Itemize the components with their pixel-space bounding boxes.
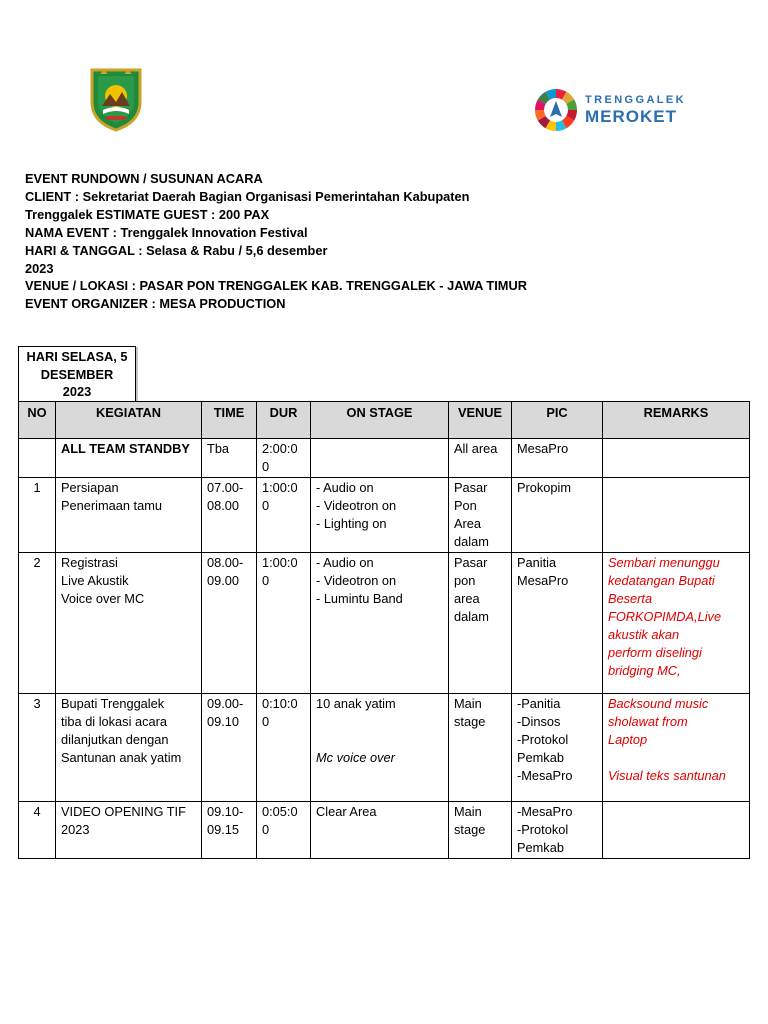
cell-no: 4 [19, 802, 56, 859]
cell-line: - Videotron on [316, 498, 397, 513]
col-header: VENUE [449, 402, 512, 439]
table-row [19, 802, 750, 859]
info-date-year: 2023 [25, 260, 54, 276]
cell-pic [512, 802, 603, 859]
cell-line: -Protokol [517, 822, 569, 837]
cell-line: MesaPro [517, 441, 569, 456]
cell-line: area [454, 591, 480, 606]
col-header: TIME [202, 402, 257, 439]
cell-line: Sembari menunggu [608, 555, 720, 570]
cell-line: dilanjutkan dengan [61, 732, 169, 747]
remarks-note: Visual teks santunan [608, 768, 726, 783]
cell-line: 08.00- [207, 555, 244, 570]
cell-on-stage [311, 694, 449, 802]
cell-line: Registrasi [61, 555, 118, 570]
brand-small-text: TRENGGALEK [585, 94, 686, 106]
cell-venue [449, 694, 512, 802]
cell-line: 1:00:0 [262, 480, 298, 495]
table-row [19, 694, 750, 802]
cell-no [19, 439, 56, 478]
cell-line: perform diselingi [608, 645, 702, 660]
cell-line: Pasar [454, 555, 488, 570]
cell-line: Voice over MC [61, 591, 145, 606]
cell-kegiatan [56, 439, 202, 478]
cell-line: akustik akan [608, 627, 680, 642]
cell-kegiatan [56, 553, 202, 694]
col-header: KEGIATAN [56, 402, 202, 439]
cell-line: 07.00- [207, 480, 244, 495]
cell-line: pon [454, 573, 476, 588]
cell-line: Main [454, 804, 482, 819]
cell-venue [449, 553, 512, 694]
cell-no: 3 [19, 694, 56, 802]
cell-line: 2:00:0 [262, 441, 298, 456]
cell-line: -Panitia [517, 696, 561, 711]
cell-remarks [603, 694, 750, 802]
on-stage-note: Mc voice over [316, 750, 395, 765]
table-header-row [19, 402, 750, 439]
cell-line: 10 anak yatim [316, 696, 396, 711]
table-row [19, 553, 750, 694]
cell-time [202, 553, 257, 694]
cell-line: 0 [262, 822, 270, 837]
cell-line: dalam [454, 534, 489, 549]
cell-line: 09.00- [207, 696, 244, 711]
info-venue: VENUE / LOKASI : PASAR PON TRENGGALEK KAB. TRENGGALEK - JAWA TIMUR [25, 278, 527, 294]
cell-line: 0 [262, 714, 270, 729]
info-client-cont: Trenggalek ESTIMATE GUEST : 200 PAX [25, 206, 270, 222]
cell-time [202, 478, 257, 553]
cell-line: Pasar [454, 480, 488, 495]
cell-line: 1:00:0 [262, 555, 298, 570]
cell-line: Prokopim [517, 480, 572, 495]
event-info [25, 170, 605, 313]
cell-pic [512, 439, 603, 478]
day-label-line3: 2023 [62, 384, 92, 399]
cell-line: Panitia [517, 555, 557, 570]
cell-dur [257, 478, 311, 553]
col-header: REMARKS [603, 402, 750, 439]
regency-emblem-logo [88, 66, 144, 132]
cell-line: dalam [454, 609, 489, 624]
cell-line: tiba di lokasi acara [61, 714, 167, 729]
info-event-name: NAMA EVENT : Trenggalek Innovation Festival [25, 224, 308, 240]
cell-line: bridging MC, [608, 663, 681, 678]
cell-line: All area [454, 441, 498, 456]
cell-line: Santunan anak yatim [61, 750, 182, 765]
cell-line: - Lighting on [316, 516, 387, 531]
cell-kegiatan [56, 478, 202, 553]
table-row [19, 439, 750, 478]
cell-dur [257, 694, 311, 802]
cell-line: - Audio on [316, 555, 374, 570]
cell-pic [512, 478, 603, 553]
table-body [19, 439, 750, 859]
cell-line: kedatangan Bupati [608, 573, 715, 588]
rundown-table [18, 401, 750, 859]
cell-line: - Videotron on [316, 573, 397, 588]
cell-on-stage [311, 439, 449, 478]
cell-venue [449, 478, 512, 553]
cell-venue [449, 802, 512, 859]
cell-line: 0 [262, 573, 270, 588]
cell-line: VIDEO OPENING TIF [61, 804, 186, 819]
cell-line: 09.10 [207, 714, 240, 729]
info-client: CLIENT : Sekretariat Daerah Bagian Organisasi Pemerintahan Kabupaten [25, 188, 470, 204]
cell-kegiatan [56, 694, 202, 802]
cell-on-stage [311, 478, 449, 553]
cell-line: -Protokol [517, 732, 569, 747]
cell-line: 2023 [61, 822, 90, 837]
cell-remarks [603, 439, 750, 478]
cell-line: 0 [262, 459, 270, 474]
cell-line: Main [454, 696, 482, 711]
cell-remarks [603, 802, 750, 859]
col-header: ON STAGE [311, 402, 449, 439]
cell-venue [449, 439, 512, 478]
colorful-wheel-icon [533, 87, 579, 133]
cell-time [202, 802, 257, 859]
cell-line: 0 [262, 498, 270, 513]
cell-line: stage [454, 822, 486, 837]
cell-dur [257, 802, 311, 859]
cell-line: 09.10- [207, 804, 244, 819]
cell-line: Backsound music [608, 696, 709, 711]
cell-line: -MesaPro [517, 768, 573, 783]
cell-line: Pemkab [517, 840, 564, 855]
cell-line: 09.00 [207, 573, 240, 588]
cell-remarks [603, 478, 750, 553]
cell-remarks [603, 553, 750, 694]
cell-line: Clear Area [316, 804, 377, 819]
table-row [19, 478, 750, 553]
cell-line: -MesaPro [517, 804, 573, 819]
brand-large-text: MEROKET [585, 107, 677, 126]
cell-line: 09.15 [207, 822, 240, 837]
cell-on-stage [311, 802, 449, 859]
info-title: EVENT RUNDOWN / SUSUNAN ACARA [25, 171, 263, 186]
cell-line: Live Akustik [61, 573, 129, 588]
cell-on-stage [311, 553, 449, 694]
cell-kegiatan [56, 802, 202, 859]
cell-line: 0:05:0 [262, 804, 298, 819]
cell-line: ALL TEAM STANDBY [61, 441, 190, 456]
info-date: HARI & TANGGAL : Selasa & Rabu / 5,6 desember [25, 242, 328, 258]
day-label-line2: DESEMBER [40, 366, 114, 382]
cell-line: Persiapan [61, 480, 119, 495]
cell-line: Pon [454, 498, 477, 513]
info-organizer: EVENT ORGANIZER : MESA PRODUCTION [25, 296, 286, 312]
cell-line: Area [454, 516, 482, 531]
cell-line: Pemkab [517, 750, 564, 765]
day-label-line1: HARI SELASA, 5 [26, 349, 128, 364]
trenggalek-meroket-logo [533, 86, 686, 134]
cell-line: Beserta [608, 591, 653, 606]
cell-line: - Lumintu Band [316, 591, 403, 606]
cell-line: - Audio on [316, 480, 374, 495]
cell-line: Penerimaan tamu [61, 498, 163, 513]
cell-time [202, 439, 257, 478]
cell-dur [257, 439, 311, 478]
cell-no: 2 [19, 553, 56, 694]
col-header: NO [19, 402, 56, 439]
cell-dur [257, 553, 311, 694]
cell-pic [512, 553, 603, 694]
cell-no: 1 [19, 478, 56, 553]
cell-line: stage [454, 714, 486, 729]
cell-pic [512, 694, 603, 802]
col-header: PIC [512, 402, 603, 439]
cell-line: Tba [207, 441, 230, 456]
cell-line: 0:10:0 [262, 696, 298, 711]
cell-line: MesaPro [517, 573, 569, 588]
cell-time [202, 694, 257, 802]
cell-line: Laptop [608, 732, 648, 747]
cell-line: 08.00 [207, 498, 240, 513]
col-header: DUR [257, 402, 311, 439]
cell-line: -Dinsos [517, 714, 561, 729]
day-label-box [18, 346, 136, 402]
cell-line: sholawat from [608, 714, 688, 729]
cell-line: FORKOPIMDA,Live [608, 609, 722, 624]
cell-line: Bupati Trenggalek [61, 696, 165, 711]
